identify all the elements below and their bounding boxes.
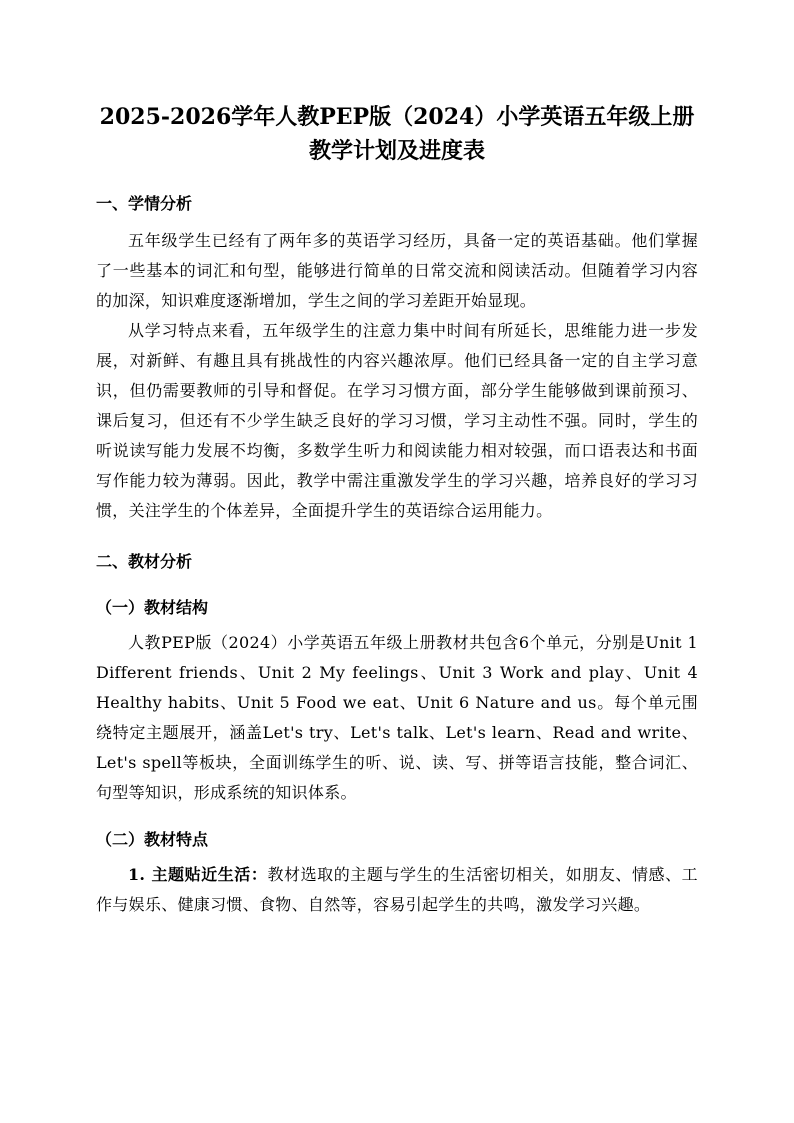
subsection-1-paragraph: 人教PEP版（2024）小学英语五年级上册教材共包含6个单元，分别是Unit 1 Different friends、Unit 2 My feelings、Unit 3 Work and play、Unit 4 Healthy habits、Unit 5 Food we eat、Unit 6 Nature and us。每个单元围绕特定主题展开，涵盖Let's try、Let's talk、Let's learn、Read and write、Let's spell等板块，全面训练学生的听、说、读、写、拼等语言技能，整合词汇、句型等知识，形成系统的知识体系。: [96, 633, 698, 802]
section-1-paragraph-2: 从学习特点来看，五年级学生的注意力集中时间有所延长，思维能力进一步发展，对新鲜、有趣且具有挑战性的内容兴趣浓厚。他们已经具备一定的自主学习意识，但仍需要教师的引导和督促。在学习习惯方面，部分学生能够做到课前预习、课后复习，但还有不少学生缺乏良好的学习习惯，学习主动性不强。同时，学生的听说读写能力发展不均衡，多数学生听力和阅读能力相对较强，而口语表达和书面写作能力较为薄弱。因此，教学中需注重激发学生的学习兴趣，培养良好的学习习惯，关注学生的个体差异，全面提升学生的英语综合运用能力。: [96, 321, 698, 520]
subsection-2-heading: （二）教材特点: [96, 830, 209, 849]
item-1-text: 教材选取的主题与学生的生活密切相关，如朋友、情感、工作与娱乐、健康习惯、食物、自然等，容易引起学生的共鸣，激发学习兴趣。: [96, 865, 698, 914]
section-2-heading: 二、教材分析: [96, 552, 193, 571]
title-line-2: 教学计划及进度表: [308, 138, 485, 164]
section-1-heading: 一、学情分析: [96, 194, 193, 213]
item-1-lead: 1. 主题贴近生活：: [128, 865, 268, 884]
title-line-1: 2025-2026学年人教PEP版（2024）小学英语五年级上册: [99, 104, 695, 130]
section-1-paragraph-1: 五年级学生已经有了两年多的英语学习经历，具备一定的英语基础。他们掌握了一些基本的词汇和句型，能够进行简单的日常交流和阅读活动。但随着学习内容的加深，知识难度逐渐增加，学生之间的学习差距开始显现。: [96, 231, 698, 310]
page-title: [96, 100, 698, 168]
subsection-1-heading: （一）教材结构: [96, 598, 209, 617]
subsection-2-item-1: [96, 860, 698, 920]
